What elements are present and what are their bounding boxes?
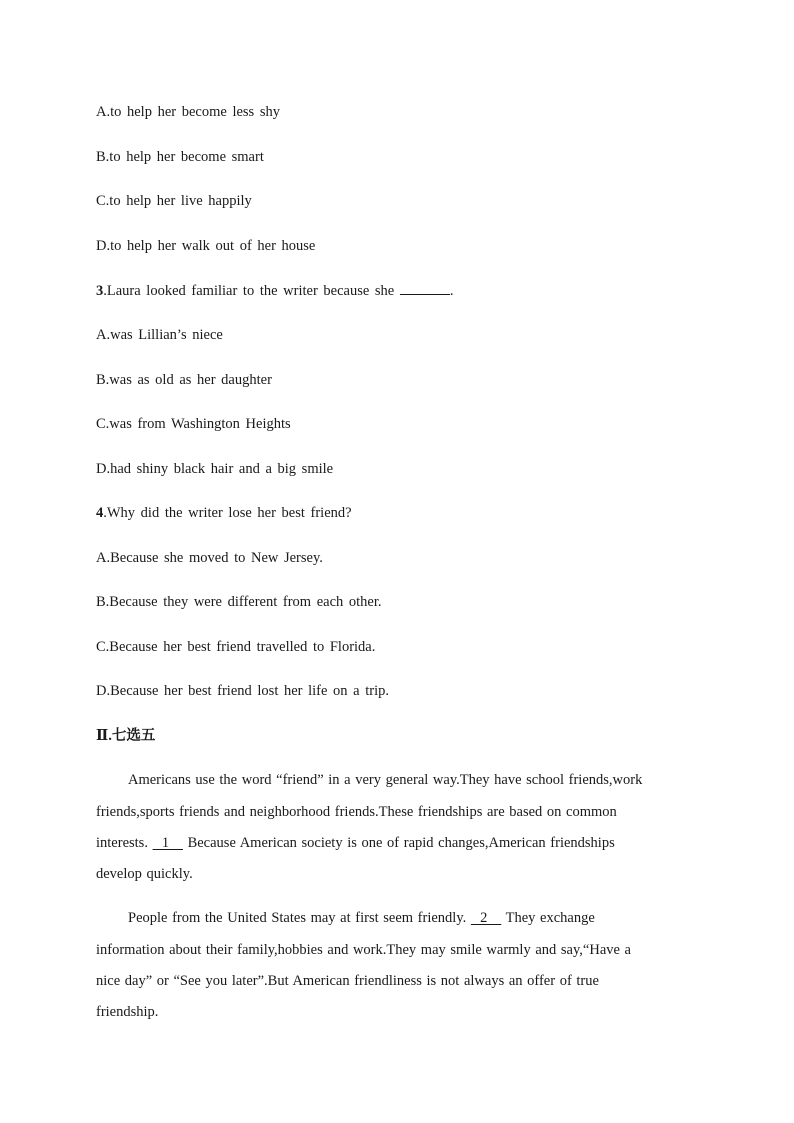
passage-p1-line3-post: Because American society is one of rapid changes,American friendships [182, 835, 615, 851]
passage-p2-line1 [128, 909, 676, 927]
q3-option-c: C.was from Washington Heights [96, 416, 291, 432]
passage-p2-line1-post: They exchange [501, 910, 595, 926]
q2-option-b: B.to help her become smart [96, 149, 264, 165]
q3-stem-end: . [449, 283, 454, 299]
q3-number: 3 [96, 283, 104, 299]
q2-option-a: A.to help her become less shy [96, 104, 280, 120]
q4-stem [96, 504, 352, 522]
passage-p2-line1-pre: People from the United States may at first seem friendly. [128, 910, 471, 926]
passage-p1-line2: friends,sports friends and neighborhood friends.These friendships are based on common [96, 804, 617, 820]
q4-number: 4 [96, 505, 104, 521]
q2-option-c: C.to help her live happily [96, 193, 252, 209]
q3-stem [96, 281, 454, 300]
q2-option-d: D.to help her walk out of her house [96, 238, 316, 254]
passage-p1-line1: Americans use the word “friend” in a very general way.They have school friends,work [128, 772, 643, 788]
blank-2: 2 [470, 910, 502, 926]
q4-stem-text: .Why did the writer lose her best friend? [103, 505, 352, 521]
section-heading: Ⅱ.七选五 [96, 728, 156, 744]
q3-stem-text: .Laura looked familiar to the writer because she [103, 283, 400, 299]
passage-p2-line4: friendship. [96, 1004, 159, 1020]
passage-p1-line3-pre: interests. [96, 835, 153, 851]
q3-option-a: A.was Lillian’s niece [96, 327, 223, 343]
q4-option-d: D.Because her best friend lost her life on a trip. [96, 683, 390, 699]
q3-option-d: D.had shiny black hair and a big smile [96, 461, 334, 477]
q4-option-b: B.Because they were different from each other. [96, 594, 382, 610]
passage-p2-line2: information about their family,hobbies and work.They may smile warmly and say,“Have a [96, 942, 631, 958]
q4-option-a: A.Because she moved to New Jersey. [96, 550, 323, 566]
passage-p2-line3: nice day” or “See you later”.But American friendliness is not always an offer of true [96, 973, 599, 989]
q4-option-c: C.Because her best friend travelled to Florida. [96, 639, 376, 655]
q3-answer-blank [400, 281, 450, 295]
q3-option-b: B.was as old as her daughter [96, 372, 272, 388]
blank-1: 1 [152, 835, 183, 851]
passage-p1-line4: develop quickly. [96, 866, 193, 882]
passage-p1-line3 [96, 834, 676, 852]
